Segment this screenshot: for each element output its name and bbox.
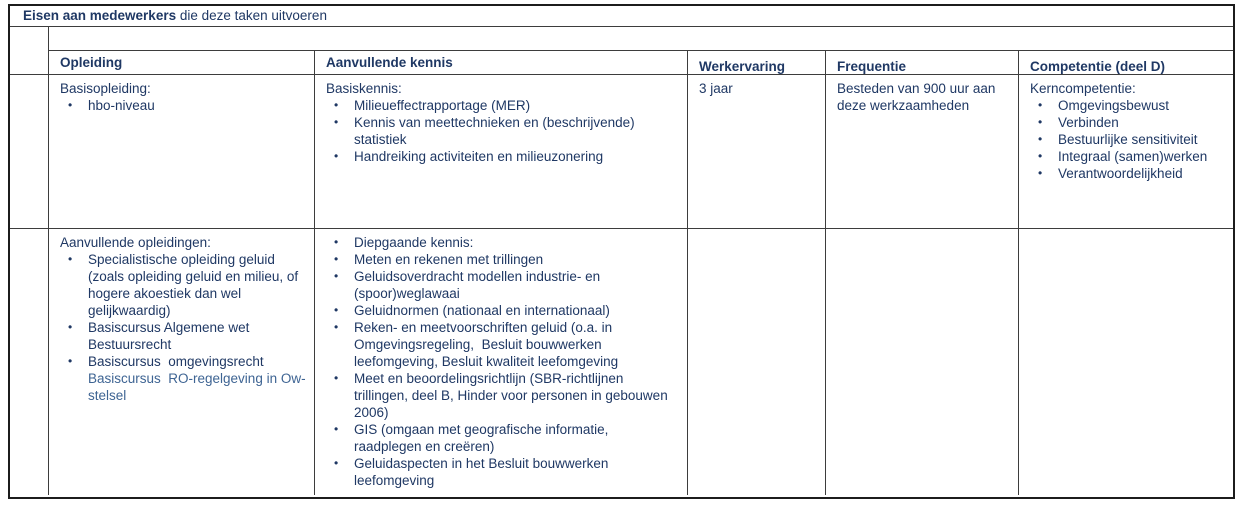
bullet-icon: •: [334, 149, 339, 163]
cell-row1-competentie: [1019, 75, 1233, 229]
cell-row1-kennis: [315, 75, 688, 229]
bullet-text: Handreiking activiteiten en milieuzonering: [354, 149, 604, 164]
cell-row2-opleiding: [49, 229, 315, 495]
bullet-text: Geluidnormen (nationaal en internationaal): [354, 303, 610, 318]
left-gutter-cell-row2: [10, 229, 49, 495]
bullet-item: [1030, 165, 1213, 182]
bullet-item: [326, 302, 679, 319]
bullet-icon: •: [68, 98, 73, 112]
cell-row1-frequentie: [826, 75, 1019, 229]
column-header-werkervaring: Werkervaring: [688, 51, 826, 75]
column-header-frequentie: Frequentie: [826, 51, 1019, 75]
werkervaring-value: 3 jaar: [699, 81, 733, 96]
spacer-row: [49, 27, 1233, 51]
left-gutter-cell-row1: [10, 75, 49, 229]
cell-heading: Basisopleiding:: [60, 81, 151, 96]
bullet-text: Specialistische opleiding geluid (zoals opleiding geluid en milieu, of hogere akoestiek dan wel gelijkwaardig): [88, 252, 302, 318]
bullet-text: Kennis van meettechnieken en (beschrijvende) statistiek: [354, 115, 639, 147]
bullet-text: Verantwoordelijkheid: [1058, 166, 1183, 181]
bullet-text: Omgevingsbewust: [1058, 98, 1170, 113]
bullet-item: [326, 319, 679, 370]
bullet-icon: •: [68, 252, 73, 266]
bullet-list: [60, 251, 306, 370]
bullet-text: Diepgaande kennis:: [354, 235, 474, 250]
bullet-item: [1030, 131, 1213, 148]
bullet-list: [326, 97, 679, 165]
bullet-item: [326, 455, 679, 489]
cell-heading: Aanvullende opleidingen:: [60, 235, 211, 250]
bullet-icon: •: [334, 320, 339, 334]
bullet-text: Basiscursus omgevingsrecht: [88, 354, 264, 369]
bullet-icon: •: [334, 235, 339, 249]
bullet-icon: •: [1038, 115, 1043, 129]
requirements-table: [8, 4, 1235, 499]
cell-row2-competentie: [1019, 229, 1233, 495]
bullet-item: [326, 234, 679, 251]
bullet-continuation: [60, 370, 306, 404]
bullet-icon: •: [1038, 149, 1043, 163]
bullet-item: [326, 148, 679, 165]
bullet-item: [1030, 97, 1213, 114]
bullet-item: [1030, 114, 1213, 131]
bullet-text: hbo-niveau: [88, 98, 155, 113]
bullet-icon: •: [334, 456, 339, 470]
bullet-icon: •: [68, 320, 73, 334]
table-title: [10, 6, 1233, 27]
left-gutter-cell-top: [10, 27, 49, 75]
cell-row1-werkervaring: [688, 75, 826, 229]
bullet-item: [326, 97, 679, 114]
bullet-text: Basiscursus Algemene wet Bestuursrecht: [88, 320, 254, 352]
table-title-bold: Eisen aan medewerkers: [23, 8, 177, 23]
bullet-icon: •: [1038, 132, 1043, 146]
bullet-item: [326, 268, 679, 302]
bullet-icon: •: [334, 371, 339, 385]
cell-row2-kennis: [315, 229, 688, 495]
bullet-icon: •: [334, 303, 339, 317]
bullet-icon: •: [334, 98, 339, 112]
bullet-list: [1030, 97, 1213, 182]
bullet-item: [60, 97, 306, 114]
bullet-text: GIS (omgaan met geografische informatie, raadplegen en creëren): [354, 422, 613, 454]
table-title-rest: die deze taken uitvoeren: [176, 8, 327, 23]
bullet-text: Reken- en meetvoorschriften geluid (o.a. in Omgevingsregeling, Besluit bouwwerken leefomgeving, Besluit kwaliteit leefomgeving: [354, 320, 619, 369]
bullet-icon: •: [334, 422, 339, 436]
column-header-opleiding: Opleiding: [49, 51, 315, 75]
bullet-item: [60, 251, 306, 319]
column-header-competentie: Competentie (deel D): [1019, 51, 1233, 75]
bullet-list: [326, 234, 679, 489]
bullet-text: Meten en rekenen met trillingen: [354, 252, 544, 267]
bullet-icon: •: [1038, 98, 1043, 112]
cell-row2-frequentie: [826, 229, 1019, 495]
bullet-text: Integraal (samen)werken: [1058, 149, 1208, 164]
bullet-text: Milieueffectrapportage (MER): [354, 98, 531, 113]
bullet-item: [326, 421, 679, 455]
bullet-item: [60, 353, 306, 370]
cell-row1-opleiding: [49, 75, 315, 229]
cell-row2-werkervaring: [688, 229, 826, 495]
bullet-list: [60, 97, 306, 114]
bullet-spacer: [68, 370, 88, 404]
bullet-text: Geluidaspecten in het Besluit bouwwerken leefomgeving: [354, 456, 613, 488]
bullet-item: [1030, 148, 1213, 165]
cell-heading: Basiskennis:: [326, 81, 402, 96]
frequentie-value: Besteden van 900 uur aan deze werkzaamheden: [837, 81, 996, 113]
bullet-icon: •: [334, 269, 339, 283]
bullet-text: Geluidsoverdracht modellen industrie- en (spoor)weglawaai: [354, 269, 604, 301]
muted-continuation-text: Basiscursus RO-regelgeving in Ow-stelsel: [88, 371, 306, 403]
table-body: [10, 27, 1233, 495]
bullet-text: Bestuurlijke sensitiviteit: [1058, 132, 1198, 147]
bullet-item: [326, 251, 679, 268]
bullet-icon: •: [68, 354, 73, 368]
column-header-aanvullende-kennis: Aanvullende kennis: [315, 51, 688, 75]
bullet-item: [326, 114, 679, 148]
cell-heading: Kerncompetentie:: [1030, 81, 1136, 96]
bullet-icon: •: [334, 252, 339, 266]
bullet-item: [60, 319, 306, 353]
bullet-icon: •: [1038, 166, 1043, 180]
bullet-item: [326, 370, 679, 421]
bullet-text: Verbinden: [1058, 115, 1119, 130]
bullet-icon: •: [334, 115, 339, 129]
bullet-text: Meet en beoordelingsrichtlijn (SBR-richtlijnen trillingen, deel B, Hinder voor personen in gebouwen 2006): [354, 371, 672, 420]
